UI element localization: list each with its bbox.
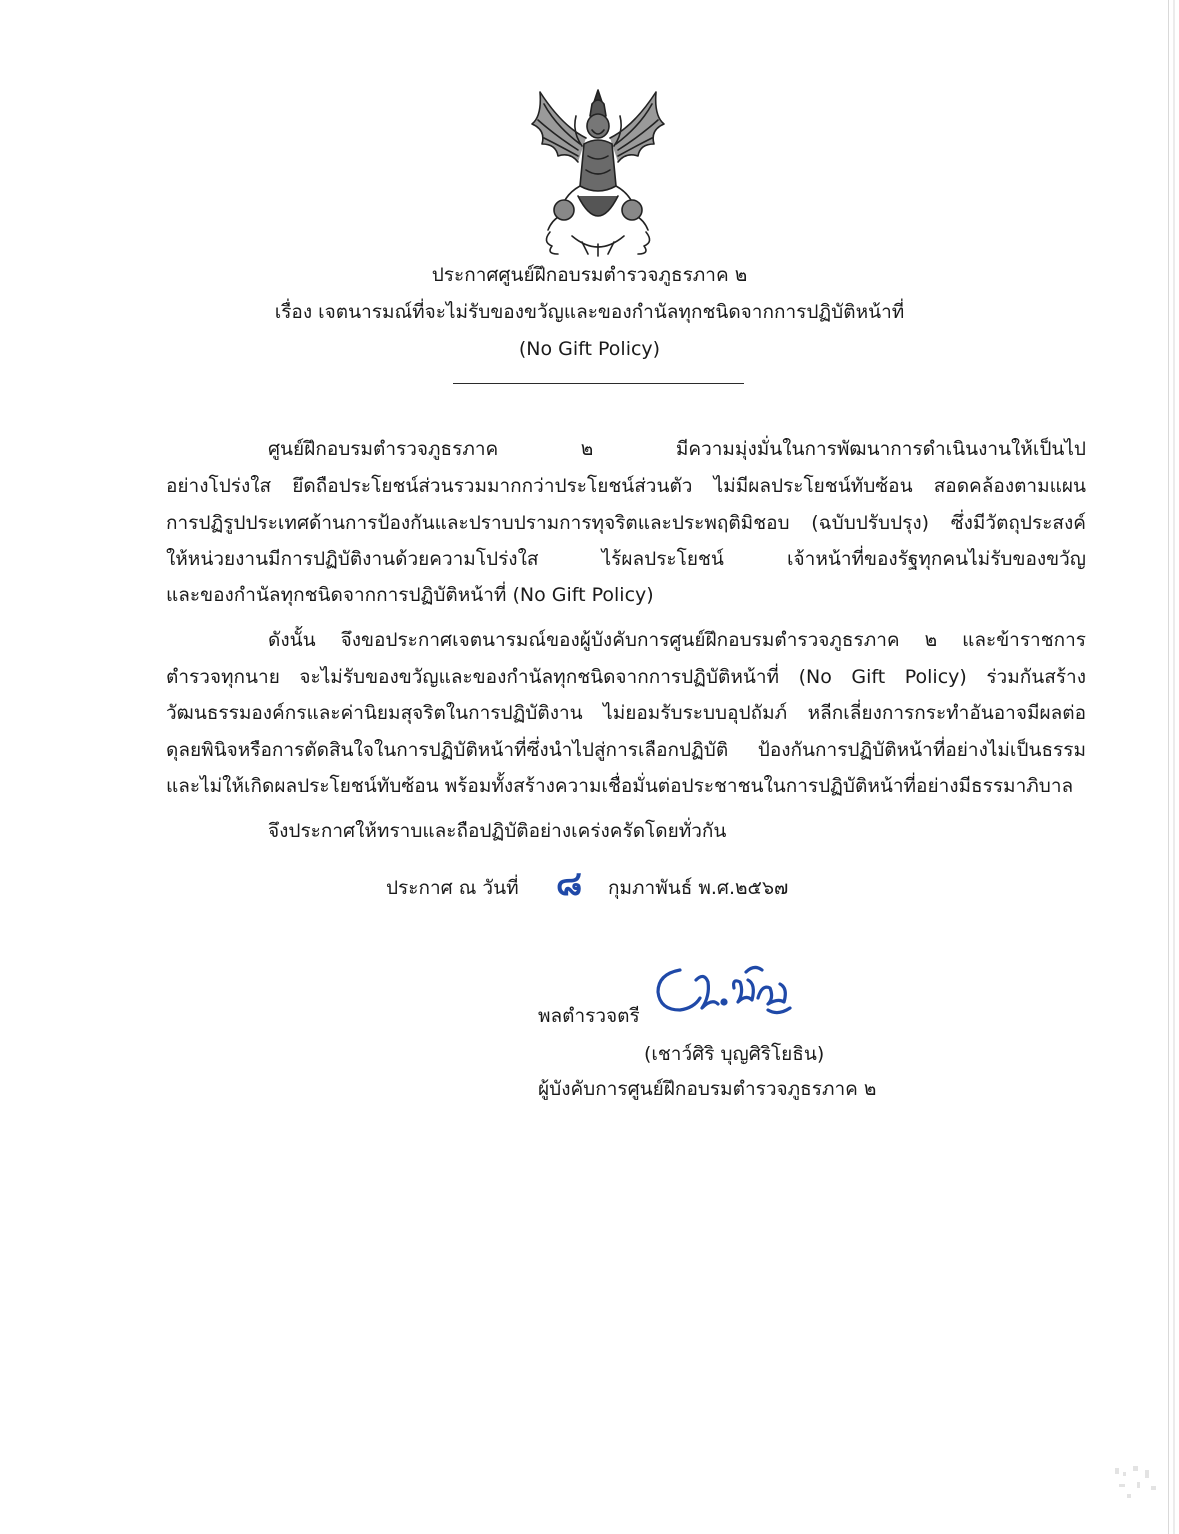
page-edge-shadow-outer [1173, 0, 1175, 1534]
signatory-rank: พลตำรวจตรี [538, 1005, 640, 1027]
page-edge-shadow [1168, 0, 1169, 1534]
paragraph-line: การปฏิรูปประเทศด้านการป้องกันและปราบปรามการทุจริตและประพฤติมิชอบ (ฉบับปรับปรุง) ซึ่งมีวัตถุประสงค์ [166, 512, 1086, 534]
closing-statement: จึงประกาศให้ทราบและถือปฏิบัติอย่างเคร่งครัดโดยทั่วกัน [268, 820, 727, 842]
paragraph-line: และไม่ให้เกิดผลประโยชน์ทับซ้อน พร้อมทั้งสร้างความเชื่อมั่นต่อประชาชนในการปฏิบัติหน้าที่อย่างมีธรรมาภิบาล [166, 775, 1074, 797]
paragraph-line: ให้หน่วยงานมีการปฏิบัติงานด้วยความโปร่งใส ไร้ผลประโยชน์ เจ้าหน้าที่ของรัฐทุกคนไม่รับของขวัญ [166, 548, 1086, 570]
date-prefix: ประกาศ ณ วันที่ [386, 877, 519, 899]
announcement-subject: เรื่อง เจตนารมณ์ที่จะไม่รับของขวัญและของกำนัลทุกชนิดจากการปฏิบัติหน้าที่ [274, 301, 905, 323]
header-divider [453, 383, 744, 384]
handwritten-signature [650, 958, 800, 1020]
handwritten-day: ๘ [556, 864, 583, 904]
policy-name: (No Gift Policy) [518, 338, 661, 360]
paragraph-line: วัฒนธรรมองค์กรและค่านิยมสุจริตในการปฏิบัติงาน ไม่ยอมรับระบบอุปถัมภ์ หลีกเลี่ยงการกระทำอันอาจมีผลต่อ [166, 702, 1086, 724]
garuda-emblem-icon [522, 86, 674, 258]
announcement-title: ประกาศศูนย์ฝึกอบรมตำรวจภูธรภาค ๒ [431, 264, 748, 286]
signatory-position: ผู้บังคับการศูนย์ฝึกอบรมตำรวจภูธรภาค ๒ [538, 1078, 877, 1100]
paragraph-line: และของกำนัลทุกชนิดจากการปฏิบัติหน้าที่ (No Gift Policy) [166, 584, 654, 606]
paragraph-line: ดุลยพินิจหรือการตัดสินใจในการปฏิบัติหน้าที่ซึ่งนำไปสู่การเลือกปฏิบัติ ป้องกันการปฏิบัติหน้าที่อย่างไม่เป็นธรรม [166, 739, 1086, 761]
paragraph-line: ดังนั้น จึงขอประกาศเจตนารมณ์ของผู้บังคับการศูนย์ฝึกอบรมตำรวจภูธรภาค ๒ และข้าราชการ [268, 629, 1086, 651]
date-month-year: กุมภาพันธ์ พ.ศ.๒๕๖๗ [608, 877, 789, 899]
paragraph-line: อย่างโปร่งใส ยึดถือประโยชน์ส่วนรวมมากกว่าประโยชน์ส่วนตัว ไม่มีผลประโยชน์ทับซ้อน สอดคล้องตามแผน [166, 475, 1086, 497]
paragraph-line: ตำรวจทุกนาย จะไม่รับของขวัญและของกำนัลทุกชนิดจากการปฏิบัติหน้าที่ (No Gift Policy) ร่วมกันสร้าง [166, 666, 1086, 688]
scan-artifact [1107, 1460, 1167, 1504]
paragraph-line: ศูนย์ฝึกอบรมตำรวจภูธรภาค ๒ มีความมุ่งมั่นในการพัฒนาการดำเนินงานให้เป็นไป [268, 438, 1086, 460]
signatory-name: (เชาว์ศิริ บุญศิริโยธิน) [644, 1043, 825, 1065]
